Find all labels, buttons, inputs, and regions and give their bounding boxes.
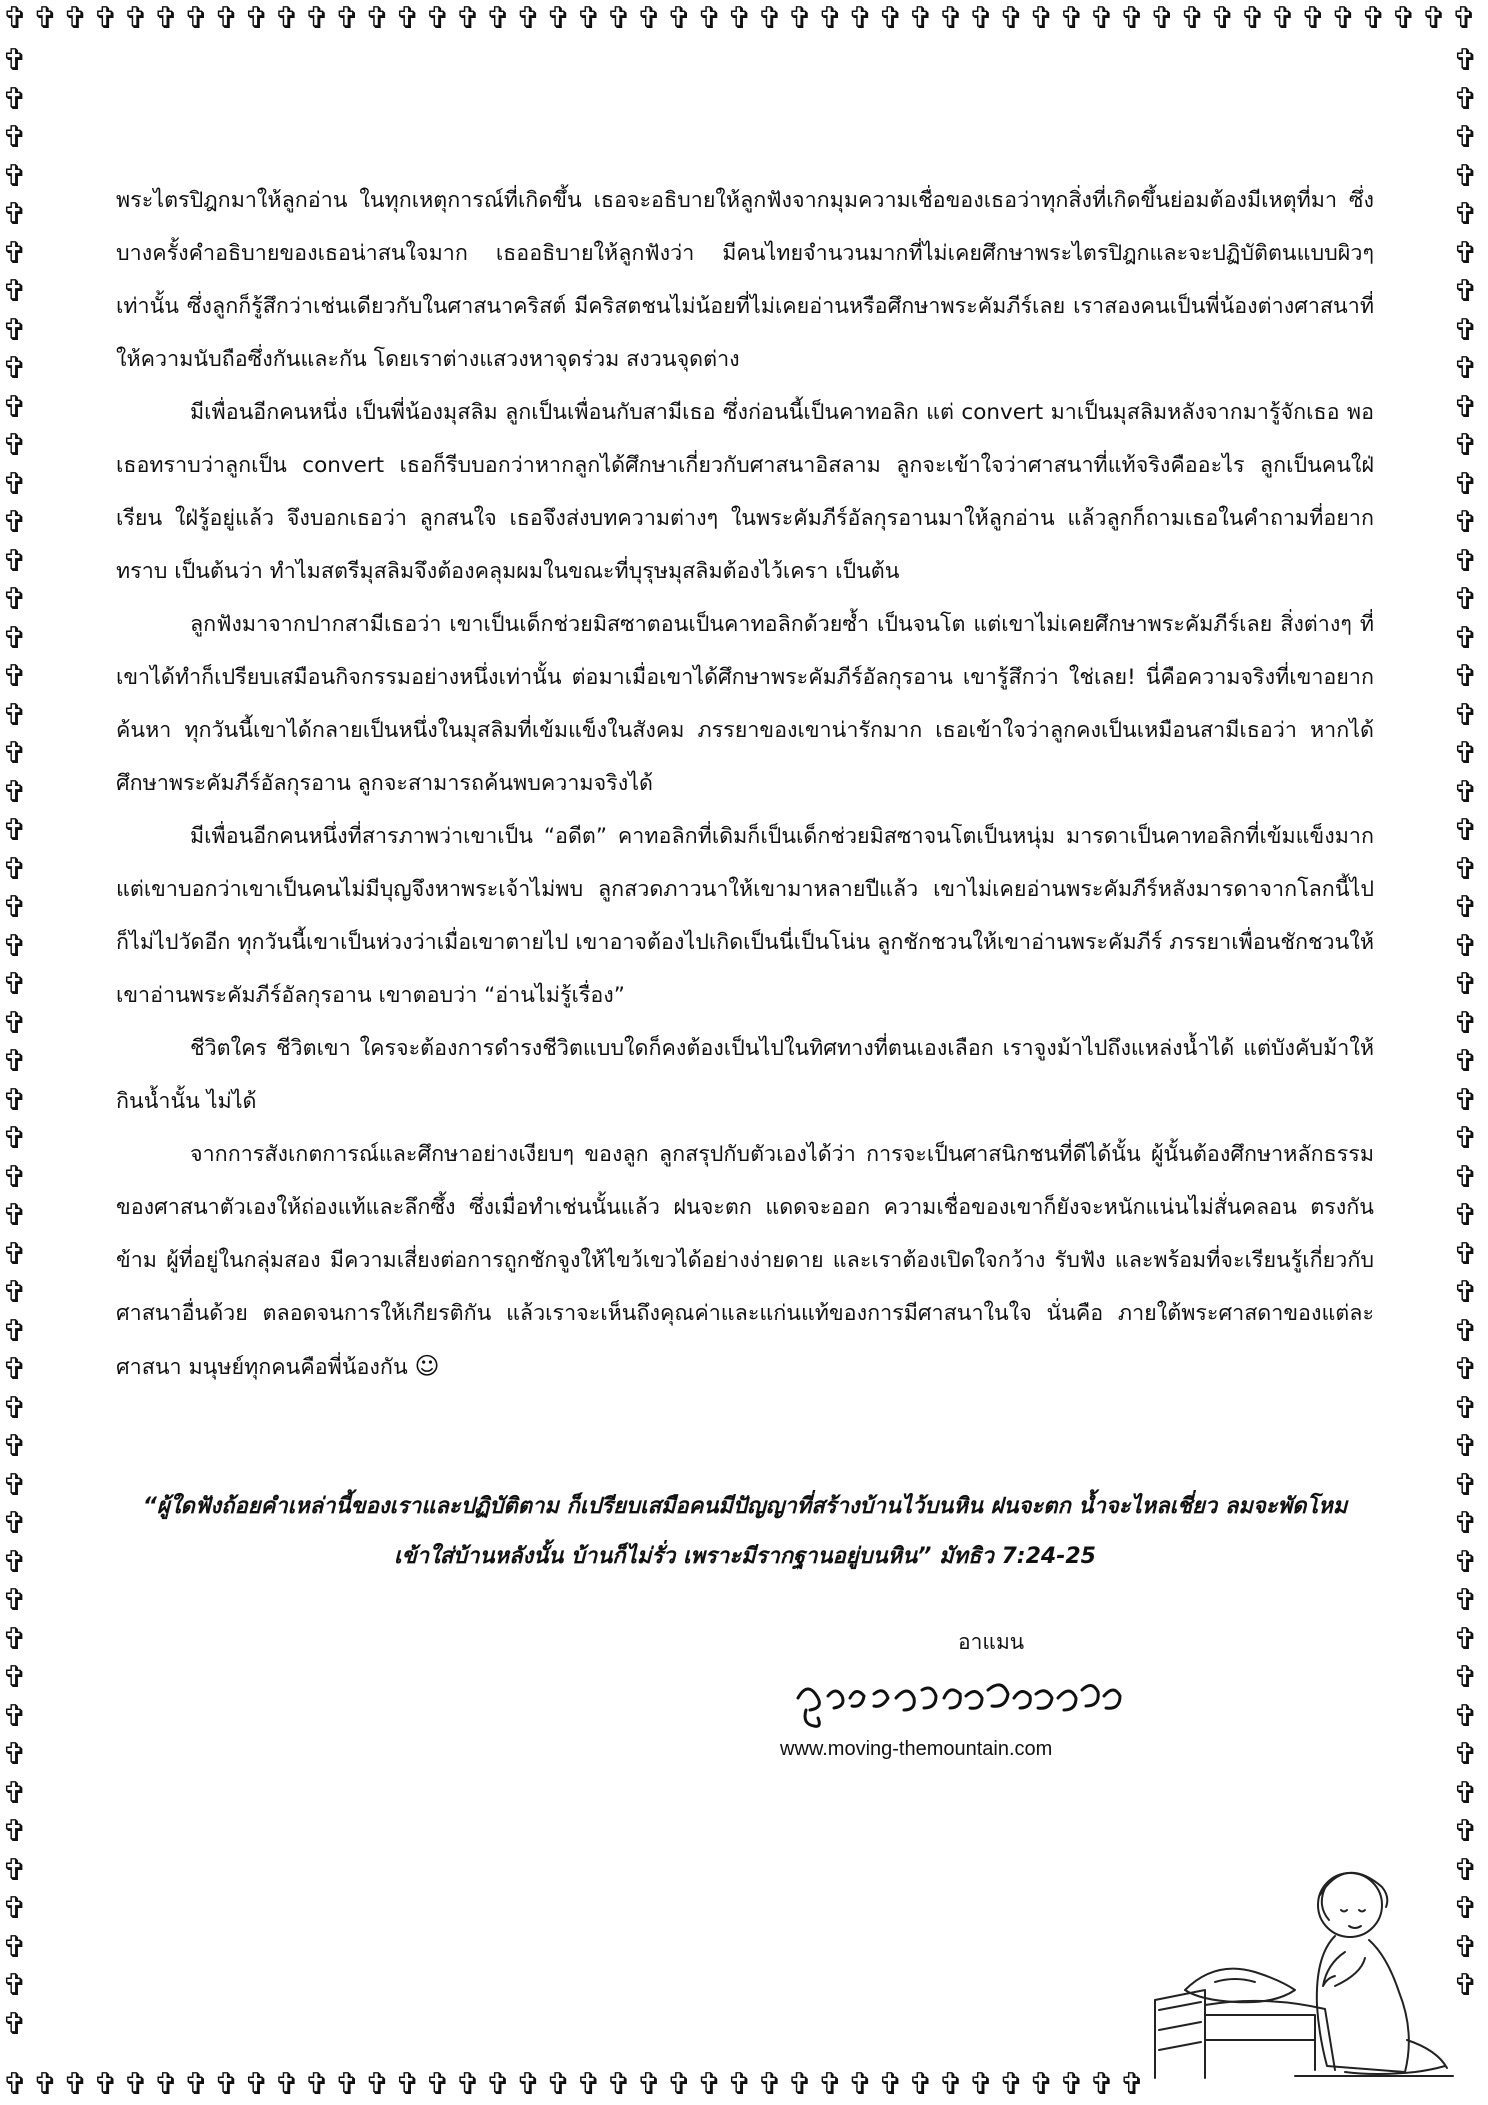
bible-quote: “ผู้ใดฟังถ้อยคำเหล่านี้ของเราและปฏิบัติตาม ก็เปรียบเสมือคนมีปัญญาที่สร้างบ้านไว้บนหิน ฝนจะตก น้ำจะไหลเชี่ยว ลมจะพัดโหมเข้าใส่บ้านหลังนั้น บ้านก็ไม่รั่ว เพราะมีรากฐานอยู่บนหิน” มัทธิว 7:24-25: [142, 1494, 1348, 1569]
cross-icon: ✞: [1453, 1929, 1479, 1965]
paragraph: มีเพื่อนอีกคนหนึ่งที่สารภาพว่าเขาเป็น “อดีต” คาทอลิกที่เดิมก็เป็นเด็กช่วยมิสซาจนโตเป็นหนุ่ม มารดาเป็นคาทอลิกที่เข้มแข็งมาก แต่เขาบอกว่าเขาเป็นคนไม่มีบุญจึงหาพระเจ้าไม่พบ ลูกสวดภาวนาให้เขามาหลายปีแล้ว เขาไม่เคยอ่านพระคัมภีร์หลังมารดาจากโลกนี้ไป ก็ไม่ไปวัดอีก ทุกวันนี้เขาเป็นห่วงว่าเมื่อเขาตายไป เขาอาจต้องไปเกิดเป็นนี่เป็นโน่น ลูกชักชวนให้เขาอ่านพระคัมภีร์ ภรรยาเพื่อนชักชวนให้เขาอ่านพระคัมภีร์อัลกุรอาน เขาตอบว่า “อ่านไม่รู้เรื่อง”: [116, 824, 1374, 1008]
cross-icon: ✞: [2, 1583, 28, 1618]
cross-icon: ✞: [2, 1621, 28, 1657]
cross-icon: ✞: [2, 2, 28, 36]
cross-icon: ✞: [1210, 2, 1236, 36]
cross-icon: ✞: [1453, 1005, 1479, 1041]
cross-icon: ✞: [2, 967, 28, 1002]
cross-icon: ✞: [787, 2, 813, 36]
cross-icon: ✞: [1453, 1044, 1479, 1079]
paragraph: ชีวิตใคร ชีวิตเขา ใครจะต้องการดำรงชีวิตแบบใดก็คงต้องเป็นไปในทิศทางที่ตนเองเลือก เราจูงม้าไปถึงแหล่งน้ำได้ แต่บังคับม้าให้กินน้ำนั้น ไม่ได้: [116, 1036, 1374, 1114]
cross-icon: ✞: [1453, 967, 1479, 1002]
cross-icon: ✞: [2, 1814, 28, 1849]
cross-icon: ✞: [1240, 2, 1266, 36]
cross-icon: ✞: [2, 1429, 28, 1464]
cross-icon: ✞: [2, 2006, 28, 2042]
border-right: [1453, 42, 1478, 2027]
cross-icon: ✞: [2, 1313, 28, 1349]
cross-icon: ✞: [1453, 774, 1479, 810]
cross-icon: ✞: [394, 2068, 421, 2102]
cross-icon: ✞: [2, 81, 28, 117]
cross-icon: ✞: [2, 235, 28, 271]
cross-icon: ✞: [998, 2, 1024, 36]
paragraph: ลูกฟังมาจากปากสามีเธอว่า เขาเป็นเด็กช่วยมิสซาตอนเป็นคาทอลิกด้วยซ้ำ เป็นจนโต แต่เขาไม่เคยศึกษาพระคัมภีร์เลย สิ่งต่างๆ ที่เขาได้ทำก็เปรียบเสมือนกิจกรรมอย่างหนึ่งเท่านั้น ต่อมาเมื่อเขาได้ศึกษาพระคัมภีร์อัลกุรอาน เขารู้สึกว่า ใช่เลย! นี่คือความจริงที่เขาอยากค้นหา ทุกวันนี้เขาได้กลายเป็นหนึ่งในมุสลิมที่เข้มแข็งในสังคม ภรรยาของเขาน่ารักมาก เธอเข้าใจว่าลูกคงเป็นเหมือนสามีเธอว่า หากได้ศึกษาพระคัมภีร์อัลกุรอาน ลูกจะสามารถค้นพบความจริงได้: [116, 612, 1374, 796]
cross-icon: ✞: [2, 890, 28, 925]
cross-icon: ✞: [1453, 1390, 1479, 1426]
cross-icon: ✞: [757, 2, 783, 36]
cross-icon: ✞: [2, 428, 28, 463]
cross-icon: ✞: [123, 2, 149, 36]
cross-icon: ✞: [515, 2, 541, 36]
cross-icon: ✞: [515, 2068, 541, 2102]
cross-icon: ✞: [2, 1236, 28, 1272]
cross-icon: ✞: [93, 2068, 119, 2102]
cross-icon: ✞: [2, 1121, 28, 1156]
cross-icon: ✞: [817, 2, 843, 36]
cross-icon: ✞: [2, 851, 28, 887]
cross-icon: ✞: [2, 2068, 28, 2102]
cross-icon: ✞: [1453, 1121, 1479, 1156]
cross-icon: ✞: [183, 2, 209, 36]
cross-icon: ✞: [2, 274, 28, 309]
cross-icon: ✞: [1453, 1467, 1479, 1503]
cross-icon: ✞: [1453, 1275, 1479, 1310]
cross-icon: ✞: [304, 2068, 330, 2102]
cross-icon: ✞: [2, 1852, 28, 1888]
cross-icon: ✞: [1453, 1082, 1479, 1118]
cross-icon: ✞: [183, 2068, 209, 2102]
cross-icon: ✞: [2, 1275, 28, 1310]
cross-icon: ✞: [1089, 2068, 1115, 2102]
cross-icon: ✞: [1453, 1352, 1479, 1387]
cross-icon: ✞: [1453, 851, 1479, 887]
cross-icon: ✞: [1453, 1583, 1479, 1618]
cross-icon: ✞: [1149, 2, 1175, 36]
cross-icon: ✞: [1453, 1698, 1479, 1734]
cross-icon: ✞: [1453, 543, 1479, 579]
praying-child-illustration: [1145, 1840, 1455, 2080]
cross-icon: ✞: [908, 2, 934, 36]
cross-icon: ✞: [1453, 1544, 1479, 1580]
cross-icon: ✞: [1270, 2, 1296, 36]
cross-icon: ✞: [213, 2, 239, 36]
cross-icon: ✞: [1300, 2, 1326, 36]
cross-icon: ✞: [2, 1198, 28, 1233]
border-top: [0, 2, 1488, 36]
cross-icon: ✞: [576, 2068, 602, 2102]
cross-icon: ✞: [1453, 43, 1479, 78]
cross-icon: ✞: [938, 2068, 964, 2102]
cross-icon: ✞: [545, 2068, 572, 2102]
cross-icon: ✞: [1453, 1737, 1479, 1772]
cross-icon: ✞: [2, 1506, 28, 1541]
cross-icon: ✞: [1453, 813, 1479, 848]
cross-icon: ✞: [2, 928, 28, 964]
cross-icon: ✞: [62, 2, 89, 36]
cross-icon: ✞: [1453, 582, 1479, 617]
cross-icon: ✞: [1059, 2, 1085, 36]
cross-icon: ✞: [2, 1467, 28, 1503]
cross-icon: ✞: [1453, 1159, 1479, 1195]
cross-icon: ✞: [1453, 389, 1479, 425]
cross-icon: ✞: [1330, 2, 1356, 36]
cross-icon: ✞: [877, 2, 904, 36]
cross-icon: ✞: [666, 2, 692, 36]
cross-icon: ✞: [364, 2, 390, 36]
cross-icon: ✞: [2, 505, 28, 540]
cross-icon: ✞: [968, 2, 994, 36]
cross-icon: ✞: [2, 1082, 28, 1118]
cross-icon: ✞: [123, 2068, 149, 2102]
cross-icon: ✞: [2, 1660, 28, 1695]
cross-icon: ✞: [2, 43, 28, 78]
cross-icon: ✞: [1453, 351, 1479, 386]
cross-icon: ✞: [1028, 2068, 1055, 2102]
cross-icon: ✞: [1453, 1660, 1479, 1695]
cross-icon: ✞: [938, 2, 964, 36]
cross-icon: ✞: [1119, 2068, 1145, 2102]
cross-icon: ✞: [1453, 736, 1479, 771]
cross-icon: ✞: [2, 736, 28, 771]
cross-icon: ✞: [1453, 928, 1479, 964]
website-link[interactable]: www.moving-themountain.com: [780, 1738, 1053, 1760]
cross-icon: ✞: [636, 2, 662, 36]
paragraph: พระไตรปิฎกมาให้ลูกอ่าน ในทุกเหตุการณ์ที่เกิดขึ้น เธอจะอธิบายให้ลูกฟังจากมุมความเชื่อของเธอว่าทุกสิ่งที่เกิดขึ้นย่อมต้องมีเหตุที่มา ซึ่งบางครั้งคำอธิบายของเธอน่าสนใจมาก เธออธิบายให้ลูกฟังว่า มีคนไทยจำนวนมากที่ไม่เคยศึกษาพระไตรปิฎกและจะปฏิบัติตนแบบผิวๆ เท่านั้น ซึ่งลูกก็รู้สึกว่าเช่นเดียวกับในศาสนาคริสต์ มีคริสตชนไม่น้อยที่ไม่เคยอ่านหรือศึกษาพระคัมภีร์เลย เราสองคนเป็นพี่น้องต่างศาสนาที่ให้ความนับถือซึ่งกันและกัน โดยเราต่างแสวงหาจุดร่วม สงวนจุดต่าง: [116, 188, 1374, 372]
cross-icon: ✞: [968, 2068, 994, 2102]
cross-icon: ✞: [62, 2068, 89, 2102]
cross-icon: ✞: [1119, 2, 1145, 36]
cross-icon: ✞: [847, 2068, 873, 2102]
cross-icon: ✞: [334, 2, 360, 36]
cross-icon: ✞: [2, 1159, 28, 1195]
cross-icon: ✞: [1453, 659, 1479, 694]
cross-icon: ✞: [425, 2, 451, 36]
cross-icon: ✞: [2, 1044, 28, 1079]
cross-icon: ✞: [1453, 466, 1479, 502]
cross-icon: ✞: [1453, 505, 1479, 540]
cross-icon: ✞: [2, 466, 28, 502]
cross-icon: ✞: [2, 1929, 28, 1965]
cross-icon: ✞: [1453, 1313, 1479, 1349]
letter-body: [116, 174, 1374, 1394]
cross-icon: ✞: [727, 2068, 753, 2102]
cross-icon: ✞: [908, 2068, 934, 2102]
cross-icon: ✞: [1453, 158, 1479, 194]
cross-icon: ✞: [1453, 312, 1479, 348]
cross-icon: ✞: [787, 2068, 813, 2102]
cross-icon: ✞: [2, 697, 28, 733]
cross-icon: ✞: [877, 2068, 904, 2102]
smiley-icon: ☺: [414, 1352, 440, 1380]
paragraph-closing: [116, 1128, 1374, 1394]
cross-icon: ✞: [1453, 1621, 1479, 1657]
cross-icon: ✞: [304, 2, 330, 36]
cross-icon: ✞: [2, 620, 28, 656]
cross-icon: ✞: [2, 1737, 28, 1772]
cross-icon: ✞: [576, 2, 602, 36]
cross-icon: ✞: [1453, 620, 1479, 656]
cross-icon: ✞: [606, 2068, 632, 2102]
cross-icon: ✞: [2, 158, 28, 194]
cross-icon: ✞: [153, 2, 179, 36]
cross-icon: ✞: [455, 2068, 481, 2102]
cross-icon: ✞: [1453, 428, 1479, 463]
cross-icon: ✞: [394, 2, 421, 36]
cross-icon: ✞: [606, 2, 632, 36]
cross-icon: ✞: [153, 2068, 179, 2102]
cross-icon: ✞: [1451, 2, 1477, 36]
cross-icon: ✞: [1453, 1236, 1479, 1272]
cross-icon: ✞: [1453, 1891, 1479, 1926]
cross-icon: ✞: [1453, 1198, 1479, 1233]
cross-icon: ✞: [1421, 2, 1447, 36]
cross-icon: ✞: [1453, 1968, 1479, 2003]
cross-icon: ✞: [244, 2068, 270, 2102]
cross-icon: ✞: [847, 2, 873, 36]
cross-icon: ✞: [545, 2, 572, 36]
cross-icon: ✞: [32, 2, 58, 36]
cross-icon: ✞: [2, 1891, 28, 1926]
cross-icon: ✞: [1391, 2, 1417, 36]
cross-icon: ✞: [1453, 197, 1479, 232]
cross-icon: ✞: [757, 2068, 783, 2102]
cross-icon: ✞: [2, 197, 28, 232]
cross-icon: ✞: [274, 2, 300, 36]
cross-icon: ✞: [1453, 81, 1479, 117]
cross-icon: ✞: [1453, 1852, 1479, 1888]
cross-icon: ✞: [1179, 2, 1205, 36]
cross-icon: ✞: [2, 659, 28, 694]
cross-icon: ✞: [485, 2068, 511, 2102]
cross-icon: ✞: [2, 312, 28, 348]
cross-icon: ✞: [274, 2068, 300, 2102]
cross-icon: ✞: [1028, 2, 1055, 36]
cross-icon: ✞: [696, 2068, 722, 2102]
cross-icon: ✞: [2, 1968, 28, 2003]
cross-icon: ✞: [244, 2, 270, 36]
cross-icon: ✞: [2, 1698, 28, 1734]
cross-icon: ✞: [1089, 2, 1115, 36]
cross-icon: ✞: [485, 2, 511, 36]
cross-icon: ✞: [2, 813, 28, 848]
cross-icon: ✞: [2, 1005, 28, 1041]
cross-icon: ✞: [817, 2068, 843, 2102]
cross-icon: ✞: [2, 774, 28, 810]
border-left: [2, 42, 27, 2062]
cross-icon: ✞: [1453, 697, 1479, 733]
cross-icon: ✞: [636, 2068, 662, 2102]
cross-icon: ✞: [727, 2, 753, 36]
cross-icon: ✞: [93, 2, 119, 36]
cross-icon: ✞: [666, 2068, 692, 2102]
cross-icon: ✞: [2, 582, 28, 617]
cross-icon: ✞: [2, 543, 28, 579]
cross-icon: ✞: [2, 389, 28, 425]
paragraph-text: จากการสังเกตการณ์และศึกษาอย่างเงียบๆ ของลูก ลูกสรุปกับตัวเองได้ว่า การจะเป็นศาสนิกชนที่ดีได้นั้น ผู้นั้นต้องศึกษาหลักธรรมของศาสนาตัวเองให้ถ่องแท้และลึกซึ้ง ซึ่งเมื่อทำเช่นนั้นแล้ว ฝนจะตก แดดจะออก ความเชื่อของเขาก็ยังจะหนักแน่นไม่สั่นคลอน ตรงกันข้าม ผู้ที่อยู่ในกลุ่มสอง มีความเสี่ยงต่อการถูกชักจูงให้ไขว้เขวได้อย่างง่ายดาย และเราต้องเปิดใจกว้าง รับฟัง และพร้อมที่จะเรียนรู้เกี่ยวกับศาสนาอื่นด้วย ตลอดจนการให้เกียรติกัน แล้วเราจะเห็นถึงคุณค่าและแก่นแท้ของการมีศาสนาในใจ นั่นคือ ภายใต้พระศาสดาของแต่ละศาสนา มนุษย์ทุกคนคือพี่น้องกัน: [116, 1142, 1374, 1380]
cross-icon: ✞: [1453, 1429, 1479, 1464]
cross-icon: ✞: [2, 120, 28, 155]
cross-icon: ✞: [1453, 120, 1479, 155]
cross-icon: ✞: [1453, 274, 1479, 309]
cross-icon: ✞: [1453, 1814, 1479, 1849]
cross-icon: ✞: [364, 2068, 390, 2102]
cross-icon: ✞: [455, 2, 481, 36]
cross-icon: ✞: [2, 351, 28, 386]
amen-text: อาแมน: [958, 1630, 1025, 1654]
cross-icon: ✞: [2, 1390, 28, 1426]
handwritten-signature: [788, 1668, 1138, 1738]
cross-icon: ✞: [1453, 890, 1479, 925]
cross-icon: ✞: [696, 2, 722, 36]
cross-icon: ✞: [1453, 1775, 1479, 1811]
cross-icon: ✞: [213, 2068, 239, 2102]
cross-icon: ✞: [425, 2068, 451, 2102]
cross-icon: ✞: [1059, 2068, 1085, 2102]
cross-icon: ✞: [334, 2068, 360, 2102]
cross-icon: ✞: [2, 1544, 28, 1580]
cross-icon: ✞: [1453, 1506, 1479, 1541]
cross-icon: ✞: [32, 2068, 58, 2102]
cross-icon: ✞: [2, 1352, 28, 1387]
cross-icon: ✞: [1453, 235, 1479, 271]
paragraph: มีเพื่อนอีกคนหนึ่ง เป็นพี่น้องมุสลิม ลูกเป็นเพื่อนกับสามีเธอ ซึ่งก่อนนี้เป็นคาทอลิก แต่ convert มาเป็นมุสลิมหลังจากมารู้จักเธอ พอเธอทราบว่าลูกเป็น convert เธอก็รีบบอกว่าหากลูกได้ศึกษาเกี่ยวกับศาสนาอิสลาม ลูกจะเข้าใจว่าศาสนาที่แท้จริงคืออะไร ลูกเป็นคนใฝ่เรียน ใฝ่รู้อยู่แล้ว จึงบอกเธอว่า ลูกสนใจ เธอจึงส่งบทความต่างๆ ในพระคัมภีร์อัลกุรอานมาให้ลูกอ่าน แล้วลูกก็ถามเธอในคำถามที่อยากทราบ เป็นต้นว่า ทำไมสตรีมุสลิมจึงต้องคลุมผมในขณะที่บุรุษมุสลิมต้องไว้เครา เป็นต้น: [116, 400, 1374, 584]
cross-icon: ✞: [2, 1775, 28, 1811]
cross-icon: ✞: [1360, 2, 1387, 36]
cross-icon: ✞: [998, 2068, 1024, 2102]
border-bottom: [0, 2068, 1150, 2102]
